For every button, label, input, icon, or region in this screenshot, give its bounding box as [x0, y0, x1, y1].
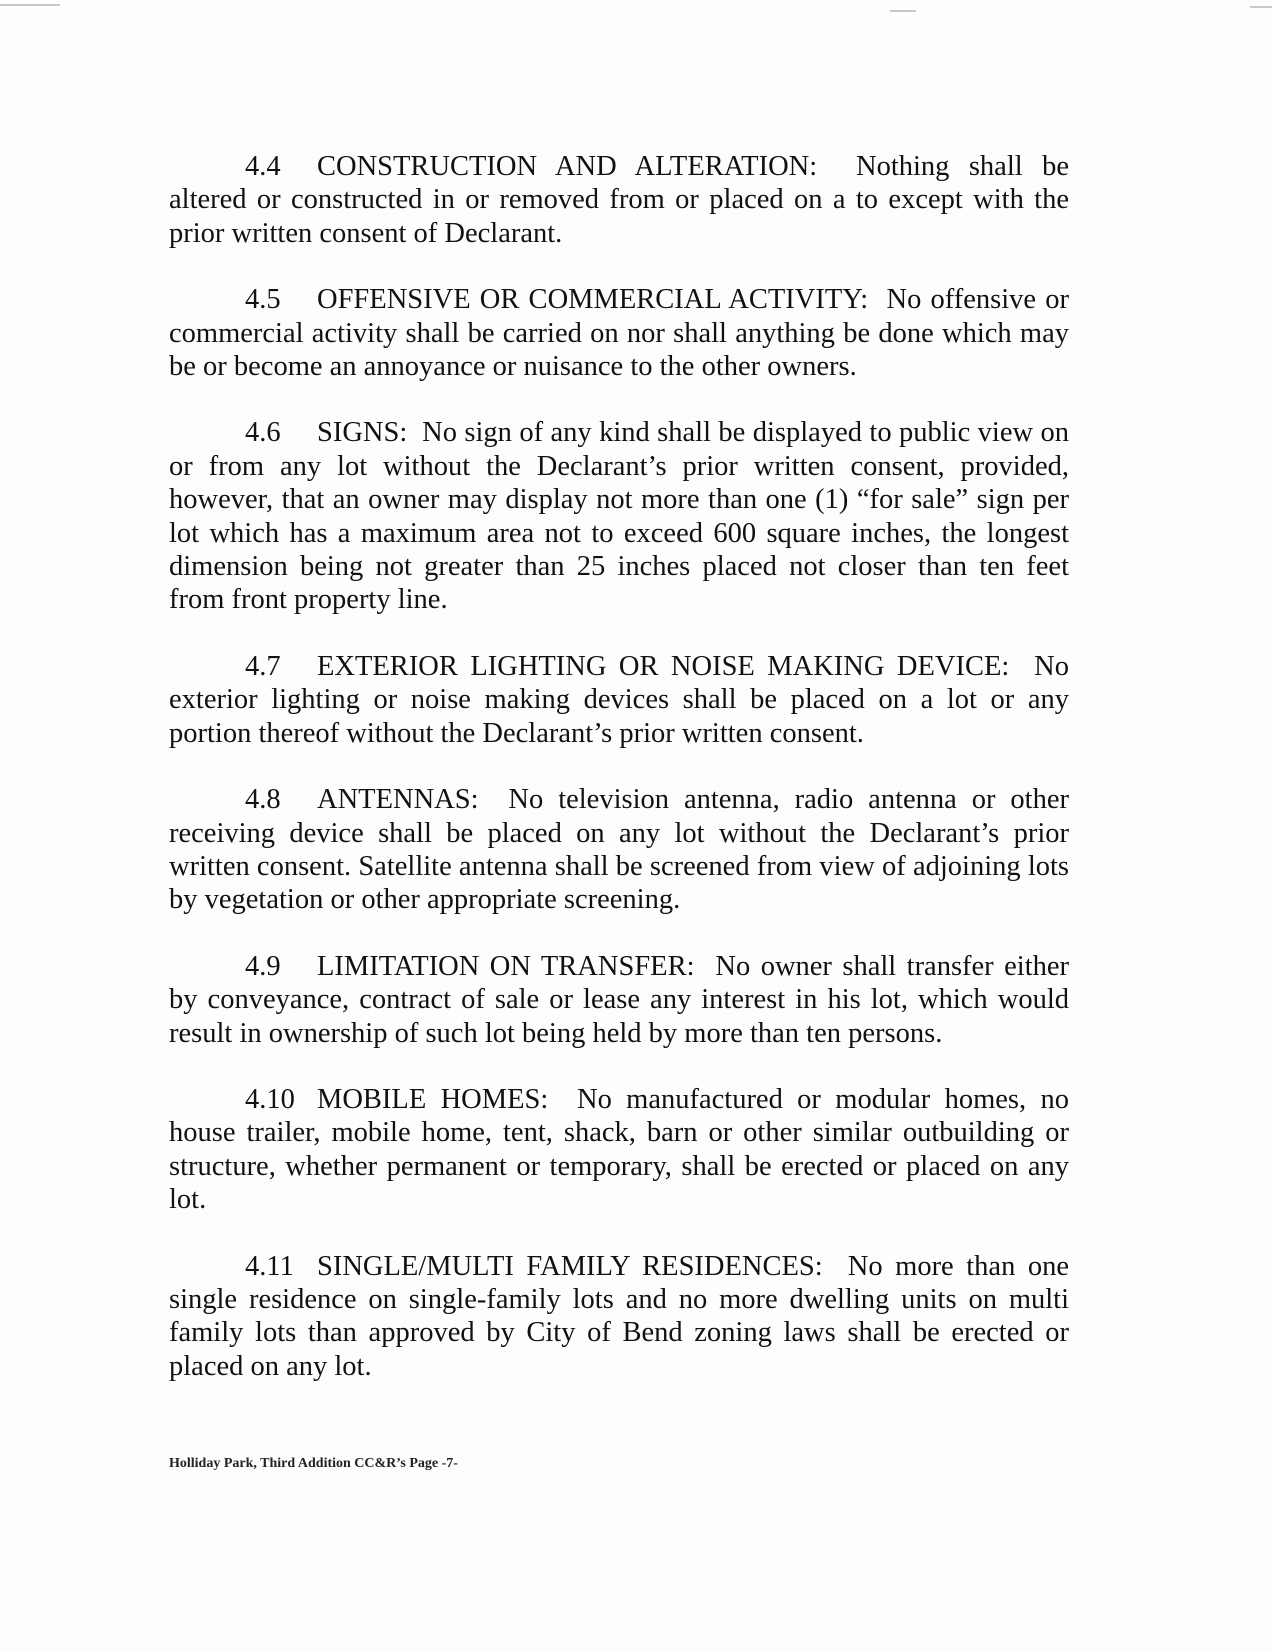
section-heading: OFFENSIVE OR COMMERCIAL ACTIVITY: [317, 284, 869, 316]
section-number: 4.7 [245, 650, 281, 682]
section-4-6 [169, 416, 1069, 616]
section-4-10 [169, 1083, 1069, 1217]
section-4-5 [169, 283, 1069, 383]
section-4-8 [169, 783, 1069, 917]
section-4-7 [169, 650, 1069, 750]
section-text: No owner shall transfer either by conveyance, contract of sale or lease any interest in his lot, which would result in ownership of such lot being held by more than ten persons. [169, 950, 1069, 1049]
scan-artifact-top-left [0, 4, 60, 6]
section-number: 4.9 [245, 950, 281, 982]
section-text: No television antenna, radio antenna or other receiving device shall be placed on any lot without the Declarant’s prior written consent. Satellite antenna shall be screened from view of adjoining lots by vegetation or other appropriate screening. [169, 784, 1069, 916]
section-4-11 [169, 1250, 1069, 1384]
section-number: 4.11 [245, 1250, 294, 1282]
section-text: No exterior lighting or noise making devices shall be placed on a lot or any portion thereof without the Declarant’s prior written consent. [169, 650, 1069, 749]
section-number: 4.4 [245, 151, 281, 182]
section-heading: CONSTRUCTION AND ALTERATION: [317, 151, 818, 182]
section-heading: MOBILE HOMES: [317, 1083, 549, 1115]
section-text: No sign of any kind shall be displayed to public view on or from any lot without the Declarant’s prior written consent, provided, however, that an owner may display not more than one (1) “for sale” sign per lot which has a maximum area not to exceed 600 square inches, the longest dimension being not greater than 25 inches placed not closer than ten feet from front property line. [169, 417, 1069, 616]
section-text: No manufactured or modular homes, no house trailer, mobile home, tent, shack, barn or other similar outbuilding or structure, whether permanent or temporary, shall be erected or placed on any lot. [169, 1083, 1069, 1216]
section-text: Nothing shall be altered or constructed in or removed from or placed on a to except with the prior written consent of Declarant. [169, 151, 1069, 249]
section-4-9 [169, 950, 1069, 1050]
section-heading: SIGNS: [317, 417, 408, 449]
section-heading: LIMITATION ON TRANSFER: [317, 950, 695, 982]
document-body [169, 150, 1069, 1416]
scan-artifact-top-center [890, 10, 916, 12]
section-heading: SINGLE/MULTI FAMILY RESIDENCES: [317, 1250, 823, 1282]
section-heading: EXTERIOR LIGHTING OR NOISE MAKING DEVICE: [317, 650, 1010, 682]
section-text: No more than one single residence on single-family lots and no more dwelling units on multi family lots than approved by City of Bend zoning laws shall be erected or placed on any lot. [169, 1250, 1070, 1382]
page-footer: Holliday Park, Third Addition CC&R’s Page -7- [169, 1456, 458, 1471]
scan-artifact-top-right [1250, 6, 1272, 8]
section-number: 4.5 [245, 284, 281, 316]
section-text: No offensive or commercial activity shall be carried on nor shall anything be done which may be or become an annoyance or nuisance to the other owners. [169, 284, 1069, 383]
section-number: 4.10 [245, 1083, 295, 1115]
section-heading: ANTENNAS: [317, 784, 479, 816]
section-number: 4.6 [245, 417, 281, 449]
section-number: 4.8 [245, 784, 281, 816]
section-4-4 [169, 150, 1069, 250]
